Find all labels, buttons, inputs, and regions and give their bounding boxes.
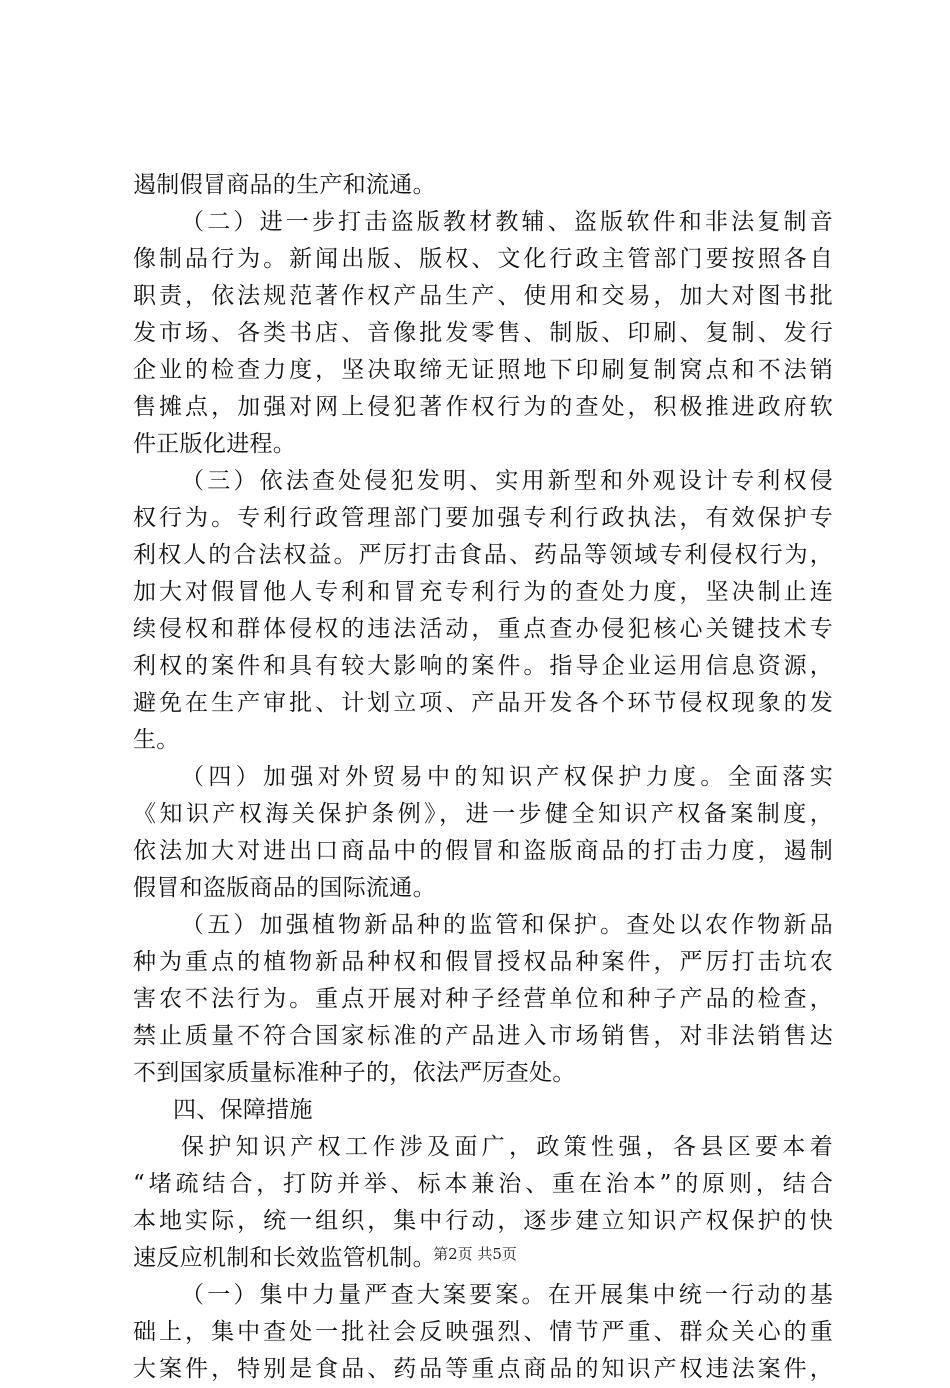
text-line: 不到国家质量标准种子的，依法严厉查处。 xyxy=(133,1060,576,1086)
text-line: 发市场、各类书店、音像批发零售、制版、印刷、复制、发行 xyxy=(133,320,833,346)
text-line: 种为重点的植物新品种权和假冒授权品种案件，严厉打击坑农 xyxy=(133,949,833,975)
text-line: （二）进一步打击盗版教材教辅、盗版软件和非法复制音 xyxy=(181,209,833,235)
text-line: 生。 xyxy=(133,727,180,753)
text-line: 续侵权和群体侵权的违法活动，重点查办侵犯核心关键技术专 xyxy=(133,616,833,642)
text-line: 利权人的合法权益。严厉打击食品、药品等领域专利侵权行为， xyxy=(133,542,833,568)
text-line: （一）集中力量严查大案要案。在开展集中统一行动的基 xyxy=(181,1282,833,1308)
text-line: 权行为。专利行政管理部门要加强专利行政执法，有效保护专 xyxy=(133,505,833,531)
text-line: 职责，依法规范著作权产品生产、使用和交易，加大对图书批 xyxy=(133,283,833,309)
text-line: 遏制假冒商品的生产和流通。 xyxy=(133,172,436,198)
text-line: 企业的检查力度，坚决取缔无证照地下印刷复制窝点和不法销 xyxy=(133,357,833,383)
text-line: 禁止质量不符合国家标准的产品进入市场销售，对非法销售达 xyxy=(133,1023,833,1049)
text-line: 售摊点，加强对网上侵犯著作权行为的查处，积极推进政府软 xyxy=(133,394,833,420)
text-line: 本地实际，统一组织，集中行动，逐步建立知识产权保护的快 xyxy=(133,1208,833,1234)
text-line: 害农不法行为。重点开展对种子经营单位和种子产品的检查， xyxy=(133,986,833,1012)
text-line: 件正版化进程。 xyxy=(133,431,297,457)
text-line: 避免在生产审批、计划立项、产品开发各个环节侵权现象的发 xyxy=(133,690,833,716)
text-line: 础上，集中查处一批社会反映强烈、情节严重、群众关心的重 xyxy=(133,1319,833,1345)
text-line: 假冒和盗版商品的国际流通。 xyxy=(133,875,436,901)
page-footer: 第2页 共5页 xyxy=(433,1245,517,1263)
text-line: “堵疏结合，打防并举、标本兼治、重在治本”的原则，结合 xyxy=(133,1171,833,1197)
text-line: 保护知识产权工作涉及面广，政策性强，各县区要本着 xyxy=(181,1134,833,1160)
text-line: 大案件，特别是食品、药品等重点商品的知识产权违法案件， xyxy=(133,1356,833,1382)
text-line: 速反应机制和长效监管机制。 xyxy=(133,1245,436,1271)
text-line: 利权的案件和具有较大影响的案件。指导企业运用信息资源， xyxy=(133,653,833,679)
text-line: （五）加强植物新品种的监管和保护。查处以农作物新品 xyxy=(181,912,833,938)
text-line: （三）依法查处侵犯发明、实用新型和外观设计专利权侵 xyxy=(181,468,833,494)
text-line: 四、保障措施 xyxy=(173,1097,313,1123)
text-line: 《知识产权海关保护条例》，进一步健全知识产权备案制度， xyxy=(133,801,833,827)
text-line: 依法加大对进出口商品中的假冒和盗版商品的打击力度，遏制 xyxy=(133,838,833,864)
text-line: 像制品行为。新闻出版、版权、文化行政主管部门要按照各自 xyxy=(133,246,833,272)
text-line: 加大对假冒他人专利和冒充专利行为的查处力度，坚决制止连 xyxy=(133,579,833,605)
text-line: （四）加强对外贸易中的知识产权保护力度。全面落实 xyxy=(181,764,833,790)
document-body xyxy=(133,167,833,1388)
